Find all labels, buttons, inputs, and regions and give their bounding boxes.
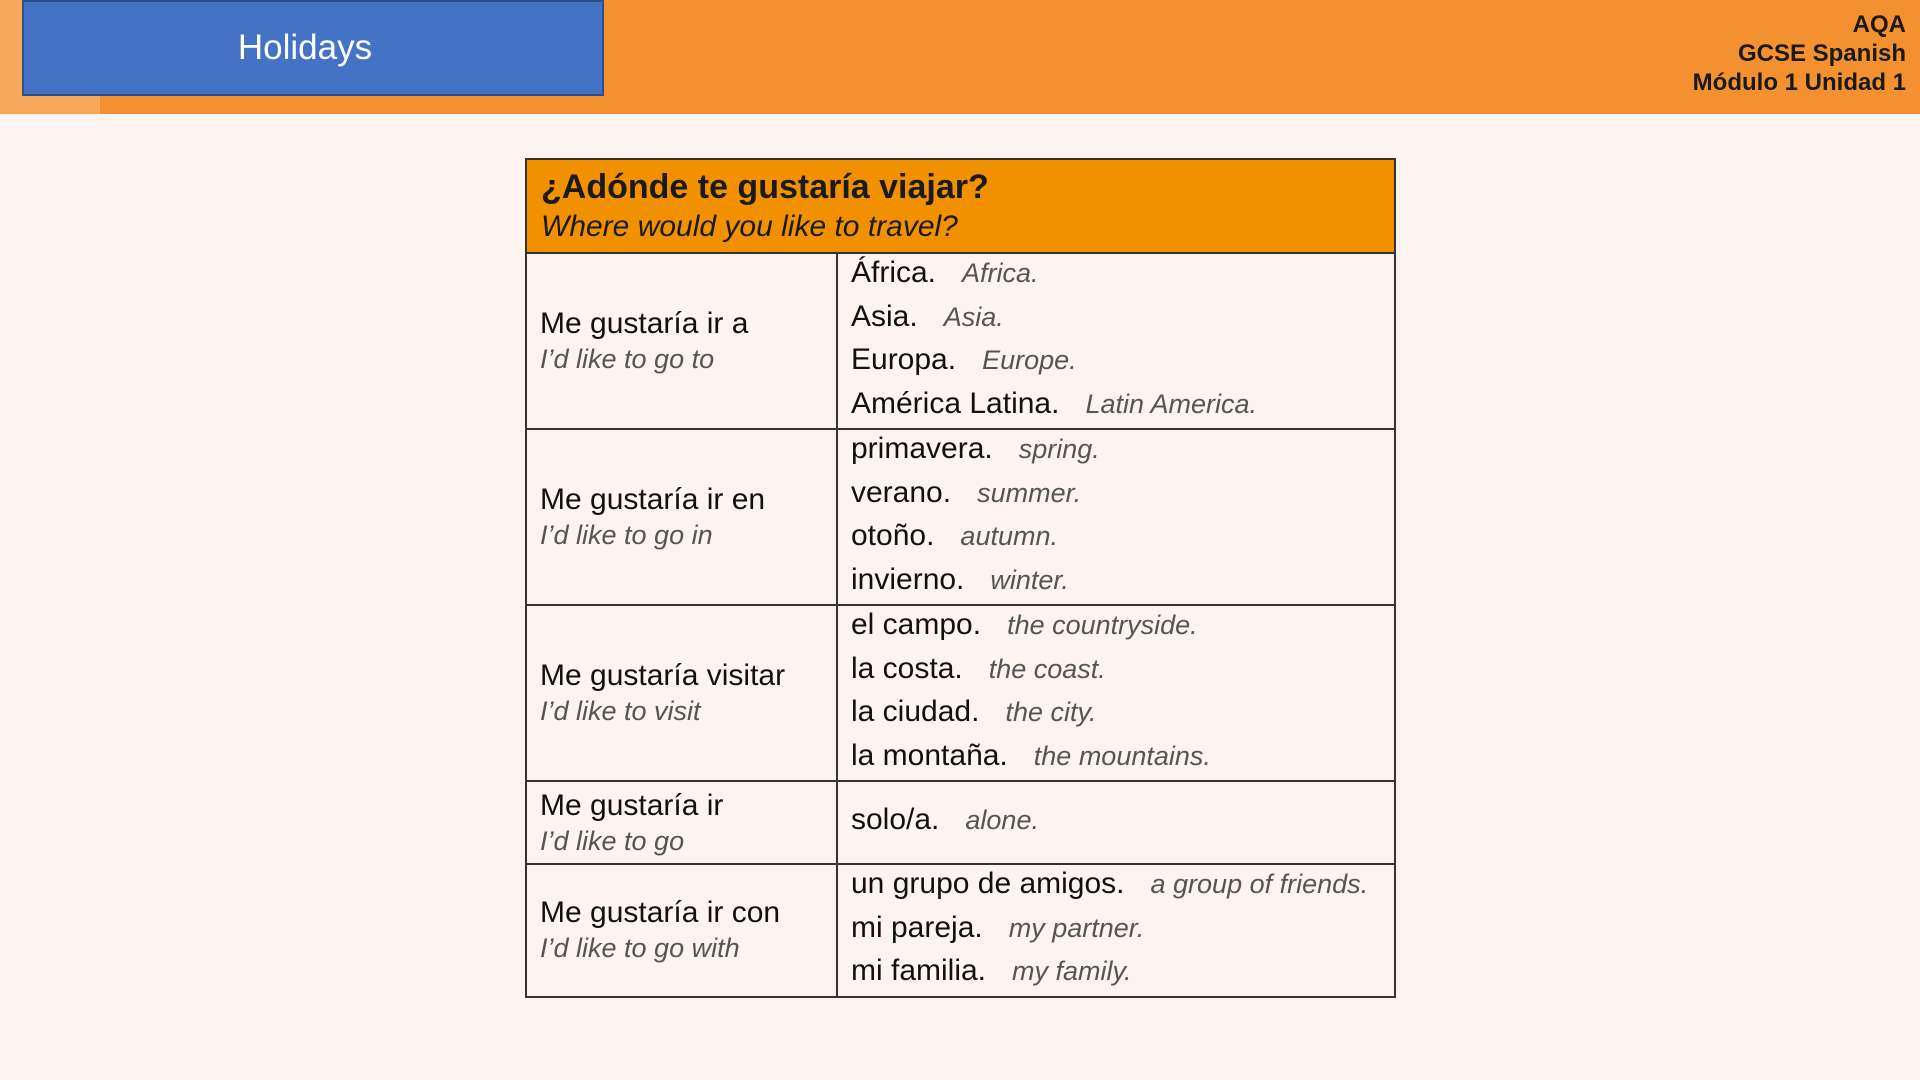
phrase-spanish: Me gustaría ir — [540, 788, 724, 822]
option-english: summer. — [977, 477, 1082, 508]
title-box — [22, 0, 604, 96]
course-module: Módulo 1 Unidad 1 — [1692, 69, 1906, 96]
option-spanish: la montaña. — [851, 738, 1008, 772]
option-english: the city. — [1005, 697, 1097, 727]
table-row — [526, 864, 1395, 997]
option-spanish: América Latina. — [851, 386, 1060, 420]
page-title: Holidays — [237, 28, 373, 67]
phrase-english: I’d like to visit — [540, 696, 701, 726]
option-item — [851, 430, 1394, 474]
option-english: Africa. — [962, 258, 1039, 288]
option-item — [851, 650, 1394, 694]
option-item — [851, 517, 1394, 561]
option-spanish: la costa. — [851, 651, 963, 685]
option-english: the countryside. — [1007, 610, 1198, 640]
course-subject: GCSE Spanish — [1737, 40, 1906, 67]
phrase-english: I’d like to go — [540, 825, 685, 856]
options-cell — [837, 429, 1395, 605]
option-english: the mountains. — [1033, 740, 1211, 771]
option-spanish: el campo. — [851, 608, 982, 641]
option-spanish: otoño. — [851, 519, 935, 552]
option-spanish: África. — [851, 256, 937, 289]
option-item — [851, 385, 1394, 429]
table-row — [526, 253, 1395, 429]
option-english: Europe. — [982, 345, 1077, 375]
phrase-english: I’d like to go to — [540, 344, 715, 374]
phrase-english: I’d like to go in — [540, 520, 713, 550]
phrase-cell — [526, 864, 837, 997]
option-spanish: mi familia. — [851, 954, 987, 987]
course-board: AQA — [1852, 11, 1906, 38]
option-item — [851, 865, 1394, 909]
option-spanish: un grupo de amigos. — [851, 867, 1125, 900]
option-english: my partner. — [1008, 912, 1145, 943]
option-spanish: Europa. — [851, 343, 957, 376]
option-english: spring. — [1018, 434, 1100, 464]
phrase-spanish: Me gustaría ir a — [540, 307, 749, 340]
table-row — [526, 429, 1395, 605]
table-heading-en: Where would you like to travel? — [541, 210, 958, 243]
table-row — [526, 605, 1395, 781]
option-english: alone. — [965, 804, 1039, 835]
options-cell — [837, 864, 1395, 997]
option-item — [851, 801, 1394, 845]
options-cell — [837, 605, 1395, 781]
option-item — [851, 298, 1394, 342]
option-spanish: invierno. — [851, 562, 965, 596]
option-item — [851, 693, 1394, 737]
option-spanish: la ciudad. — [851, 695, 980, 728]
option-item — [851, 561, 1394, 605]
options-cell — [837, 781, 1395, 864]
option-english: winter. — [990, 564, 1069, 595]
option-item — [851, 254, 1394, 298]
option-item — [851, 474, 1394, 518]
option-spanish: verano. — [851, 475, 952, 509]
vocab-table — [525, 158, 1396, 998]
option-english: Asia. — [943, 301, 1004, 332]
option-item — [851, 341, 1394, 385]
phrase-spanish: Me gustaría ir en — [540, 483, 766, 516]
table-row — [526, 781, 1395, 864]
option-item — [851, 606, 1394, 650]
option-item — [851, 737, 1394, 781]
options-cell — [837, 253, 1395, 429]
option-spanish: solo/a. — [851, 802, 940, 836]
option-english: autumn. — [960, 521, 1058, 551]
option-item — [851, 952, 1394, 996]
phrase-english: I’d like to go with — [540, 933, 740, 964]
option-spanish: Asia. — [851, 299, 918, 333]
phrase-cell — [526, 781, 837, 864]
table-heading-cell — [526, 159, 1395, 253]
option-english: my family. — [1012, 956, 1132, 986]
option-english: a group of friends. — [1150, 869, 1369, 899]
table-heading-es: ¿Adónde te gustaría viajar? — [541, 168, 989, 206]
option-spanish: mi pareja. — [851, 910, 983, 944]
phrase-cell — [526, 253, 837, 429]
course-info — [1693, 10, 1906, 97]
phrase-cell — [526, 429, 837, 605]
phrase-spanish: Me gustaría visitar — [540, 659, 786, 692]
option-spanish: primavera. — [851, 432, 993, 465]
phrase-spanish: Me gustaría ir con — [540, 896, 781, 930]
option-item — [851, 909, 1394, 953]
option-english: Latin America. — [1085, 388, 1258, 419]
phrase-cell — [526, 605, 837, 781]
option-english: the coast. — [988, 653, 1106, 684]
vocab-body — [526, 253, 1395, 997]
